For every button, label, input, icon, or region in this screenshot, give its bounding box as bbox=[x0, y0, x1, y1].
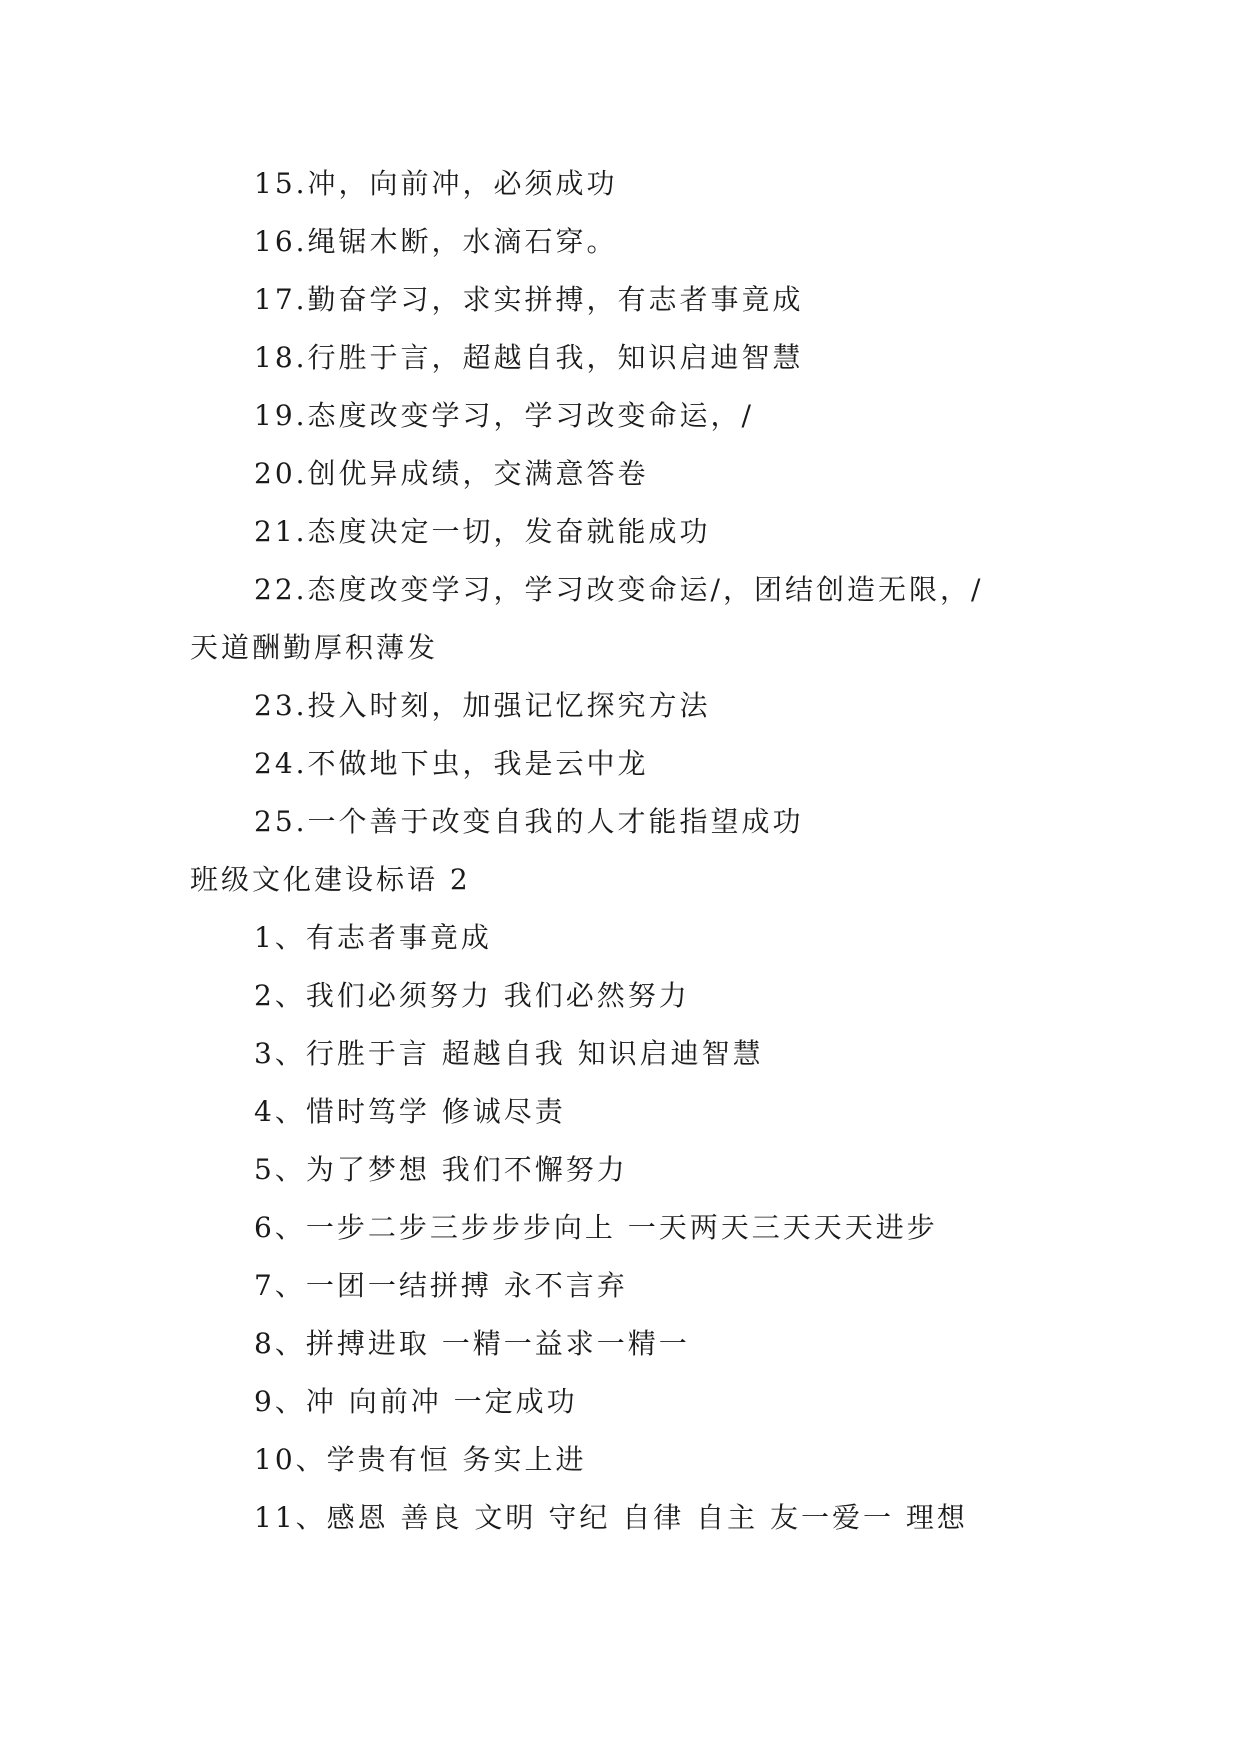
slogan-item-9: 9、冲 向前冲 一定成功 bbox=[254, 1385, 578, 1418]
slogan-line-20: 20.创优异成绩，交满意答卷 bbox=[254, 457, 649, 490]
slogan-item-4: 4、惜时笃学 修诚尽责 bbox=[254, 1095, 566, 1128]
slogan-line-15: 15.冲，向前冲，必须成功 bbox=[254, 167, 618, 200]
slogan-line-25: 25.一个善于改变自我的人才能指望成功 bbox=[254, 805, 804, 838]
slogan-line-24: 24.不做地下虫，我是云中龙 bbox=[254, 747, 649, 780]
slogan-item-6: 6、一步二步三步步步向上 一天两天三天天天进步 bbox=[254, 1211, 938, 1244]
slogan-line-21: 21.态度决定一切，发奋就能成功 bbox=[254, 515, 711, 548]
slogan-line-23: 23.投入时刻，加强记忆探究方法 bbox=[254, 689, 711, 722]
slogan-line-19: 19.态度改变学习，学习改变命运，/ bbox=[254, 399, 754, 432]
slogan-item-1: 1、有志者事竟成 bbox=[254, 921, 492, 954]
slogan-line-18: 18.行胜于言，超越自我，知识启迪智慧 bbox=[254, 341, 804, 374]
slogan-line-16: 16.绳锯木断，水滴石穿。 bbox=[254, 225, 618, 258]
slogan-line-22: 22.态度改变学习，学习改变命运/，团结创造无限，/ bbox=[254, 573, 984, 606]
slogan-item-5: 5、为了梦想 我们不懈努力 bbox=[254, 1153, 628, 1186]
slogan-item-2: 2、我们必须努力 我们必然努力 bbox=[254, 979, 690, 1012]
slogan-item-7: 7、一团一结拼搏 永不言弃 bbox=[254, 1269, 628, 1302]
slogan-item-11: 11、感恩 善良 文明 守纪 自律 自主 友一爱一 理想 bbox=[254, 1501, 968, 1534]
slogan-item-10: 10、学贵有恒 务实上进 bbox=[254, 1443, 587, 1476]
slogan-item-3: 3、行胜于言 超越自我 知识启迪智慧 bbox=[254, 1037, 764, 1070]
slogan-item-8: 8、拼搏进取 一精一益求一精一 bbox=[254, 1327, 690, 1360]
slogan-line-22-continued: 天道酬勤厚积薄发 bbox=[190, 631, 439, 664]
section-heading: 班级文化建设标语 2 bbox=[190, 863, 471, 896]
slogan-line-17: 17.勤奋学习，求实拼搏，有志者事竟成 bbox=[254, 283, 804, 316]
